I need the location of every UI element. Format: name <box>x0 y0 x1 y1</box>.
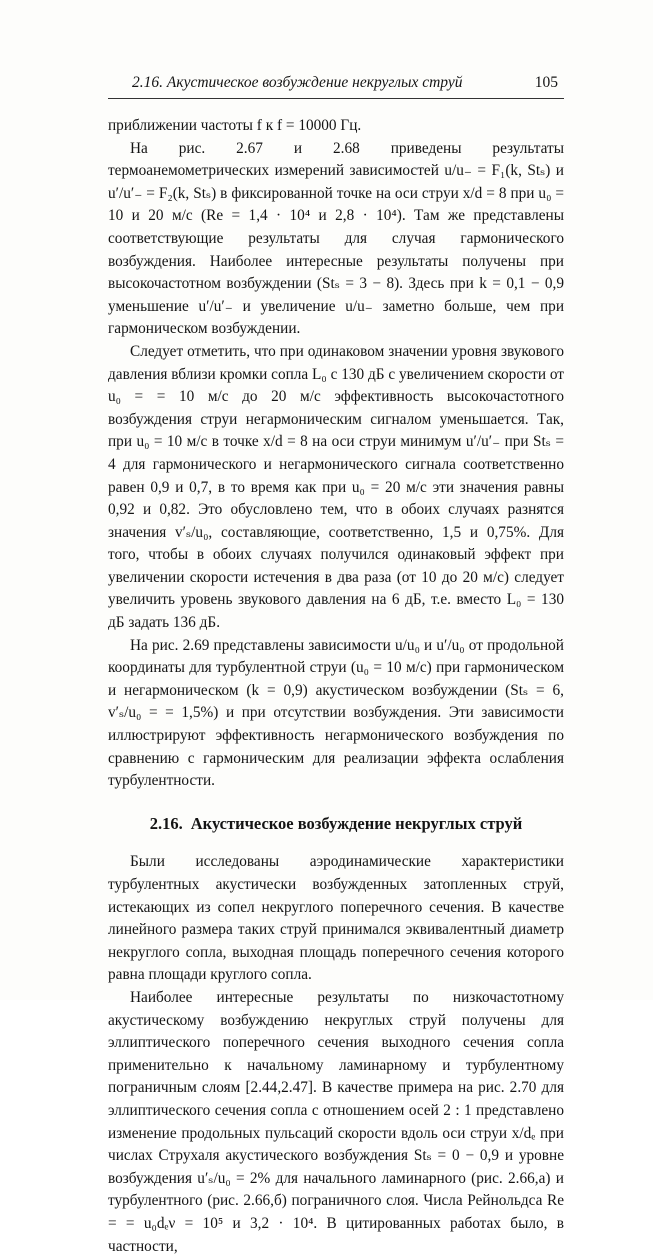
paragraph: На рис. 2.67 и 2.68 приведены результаты термоанемометрических измерений зависимостей u/u₋ = F₁(k, Stₛ) и u′/u′₋ = F₂(k, Stₛ) в фиксированной точке на оси струи x/d = 8 при u₀ = 10 и 20 м/с (Re = 1,4 · 10⁴ и 2,8 · 10⁴). Там же представлены соответствующие результаты для случая гармонического возбуждения. Наиболее интересные результаты получены при высокочастотном возбуждении (Stₛ = 3 − 8). Здесь при k = 0,1 − 0,9 уменьшение u′/u′₋ и увеличение u/u₋ заметно больше, чем при гармоническом возбуждении. <box>108 139 564 338</box>
section-number: 2.16. <box>149 813 183 833</box>
paragraph: Были исследованы аэродинамические характеристики турбулентных акустически возбужденных затопленных струй, истекающих из сопел некруглого поперечного сечения. В качестве линейного размера таких струй принимался эквивалентный диаметр некруглого сопла, выходная площадь поперечного сечения которого равна площади круглого сопла. <box>108 853 564 984</box>
section-heading <box>108 813 564 836</box>
header-rule <box>108 98 564 99</box>
paragraph: На рис. 2.69 представлены зависимости u/u₀ и u′/u₀ от продольной координаты для турбулентной струи (u₀ = 10 м/с) при гармоническом и негармоническом (k = 0,9) акустическом возбуждении (Stₛ = 6, v′ₛ/u₀ = = 1,5%) и при отсутствии возбуждения. Эти зависимости иллюстрируют эффективность негармонического возбуждения по сравнению с гармоническим для реализации эффекта ослабления турбулентности. <box>108 636 564 790</box>
paragraph-continuation: приближении частоты f к f = 10000 Гц. <box>108 117 362 134</box>
paragraph: Наиболее интересные результаты по низкочастотному акустическому возбуждению некруглых струй получены для эллиптического поперечного сечения выходного сечения сопла применительно к начальному ламинарному и турбулентному пограничным слоям [2.44,2.47]. В качестве примера на рис. 2.70 для эллиптического сечения сопла с отношением осей 2 : 1 представлено изменение продольных пульсаций скорости вдоль оси струи x/dₑ при числах Струхаля акустического возбуждения Stₛ = 0 − 0,9 и уровне возбуждения u′ₛ/u₀ = 2% для начального ламинарного (рис. 2.66,а) и турбулентного (рис. 2.66,б) пограничного слоя. Числа Рейнольдса Re = = u₀dₑν = 10⁵ и 3,2 · 10⁴. В цитированных работах было, в частности, <box>108 988 564 1255</box>
running-head-title: 2.16. Акустическое возбуждение некруглых струй <box>132 74 463 91</box>
page-number: 105 <box>534 74 558 91</box>
running-head <box>108 74 564 98</box>
paragraph: Следует отметить, что при одинаковом значении уровня звукового давления вблизи кромки сопла L₀ с 130 дБ с увеличением скорости от u₀ = = 10 м/с до 20 м/с эффективность высокочастотного возбуждения струи негармоническим сигналом уменьшается. Так, при u₀ = 10 м/с в точке x/d = 8 на оси струи минимум u′/u′₋ при Stₛ = 4 для гармонического и негармонического сигнала соответственно равен 0,9 и 0,7, в то время как при u₀ = 20 м/с эти значения равны 0,92 и 0,82. Это обусловлено тем, что в обоих случаях разнятся значения v′ₛ/u₀, составляющие, соответственно, 1,5 и 0,75%. Для того, чтобы в обоих случаях получился одинаковый эффект при увеличении скорости истечения в два раза (от 10 до 20 м/с) следует увеличить уровень звукового давления на 6 дБ, т.е. вместо L₀ = 130 дБ задать 136 дБ. <box>108 342 564 632</box>
section-title: Акустическое возбуждение некруглых струй <box>190 813 523 833</box>
body-text <box>108 115 564 1258</box>
